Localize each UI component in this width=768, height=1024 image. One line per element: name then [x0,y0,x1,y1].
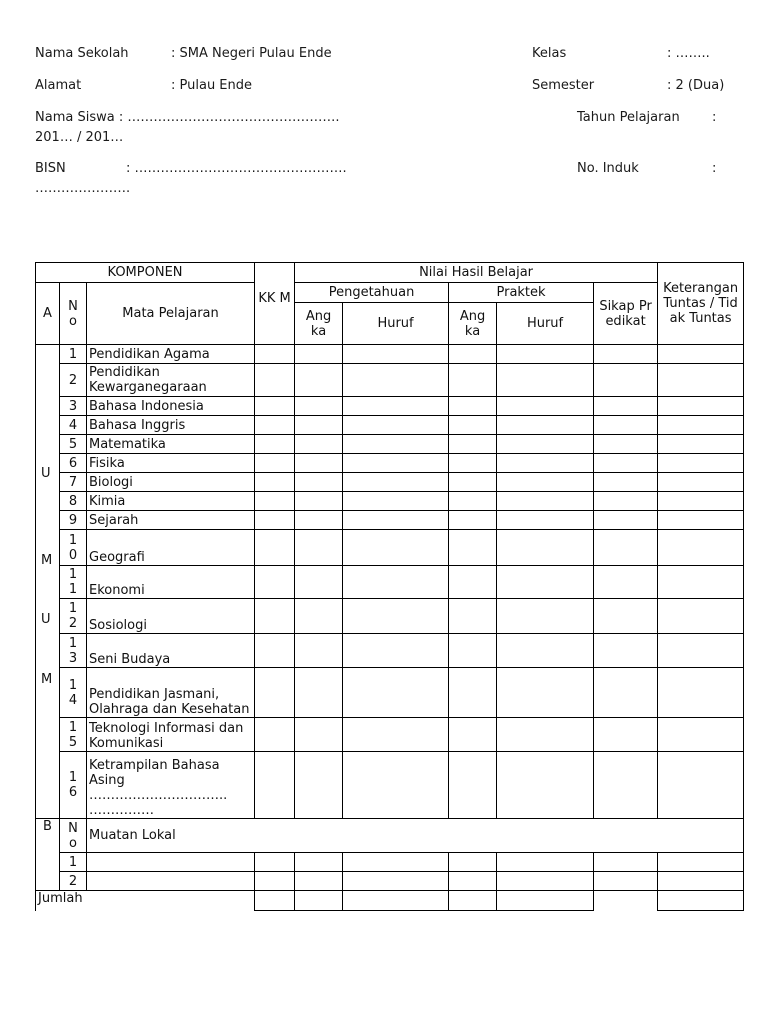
group-umum-letter: M [41,553,53,568]
grade-cell[interactable] [343,397,449,416]
grade-cell[interactable] [295,566,343,599]
grade-cell[interactable] [255,492,295,511]
grade-cell[interactable] [343,454,449,473]
table-row [36,634,744,668]
grade-cell[interactable] [497,566,594,599]
table-row [36,599,744,634]
group-a-cell [36,435,60,454]
table-row [36,511,744,530]
grade-cell[interactable] [658,397,744,416]
bisn-value: : …………………………………………. [126,161,347,176]
tahun-pelajaran-colon: : [712,110,717,125]
subject-name: Ekonomi [87,566,255,599]
grade-cell[interactable] [449,364,497,397]
grade-cell[interactable] [497,530,594,566]
grade-cell[interactable] [255,435,295,454]
grade-cell[interactable] [343,752,449,819]
grade-cell[interactable] [658,599,744,634]
grade-cell[interactable] [594,530,658,566]
subject-no: 11 [60,566,87,599]
grade-cell[interactable] [658,718,744,752]
subject-name: Pendidikan Jasmani, Olahraga dan Kesehatan [87,668,255,718]
grade-cell[interactable] [255,530,295,566]
grade-cell[interactable] [255,364,295,397]
muatan-lokal-no-header: N o [60,819,87,853]
column-no-header: N o [60,283,87,345]
grade-cell[interactable] [449,530,497,566]
grade-cell[interactable] [497,473,594,492]
grade-cell[interactable] [658,530,744,566]
grade-cell[interactable] [295,397,343,416]
grade-cell[interactable] [658,454,744,473]
subject-name: Sosiologi [87,599,255,634]
group-a-cell [36,364,60,397]
pengetahuan-header: Pengetahuan [295,283,449,303]
table-row [36,473,744,492]
grade-cell[interactable] [343,634,449,668]
grade-cell[interactable] [594,634,658,668]
praktek-angka-header: Ang ka [449,303,497,345]
grade-cell[interactable] [343,530,449,566]
grade-cell[interactable] [449,416,497,435]
grade-cell[interactable] [295,454,343,473]
grade-cell[interactable] [343,566,449,599]
group-a-cell [36,718,60,752]
table-row [36,345,744,364]
grade-cell[interactable] [594,752,658,819]
group-a-cell [36,397,60,416]
grade-cell[interactable] [658,566,744,599]
tahun-pelajaran-value: 201… / 201… [35,130,124,145]
subject-no: 7 [60,473,87,492]
table-row [36,492,744,511]
grade-cell[interactable] [658,473,744,492]
kelas-value: : …….. [667,46,710,61]
tahun-pelajaran-label: Tahun Pelajaran [577,110,680,125]
group-a-cell [36,492,60,511]
grade-cell[interactable] [658,435,744,454]
grade-cell[interactable] [594,668,658,718]
local-row-no: 2 [60,872,87,891]
grade-cell[interactable] [295,718,343,752]
semester-label: Semester [532,78,595,93]
group-umum-letter: U [41,612,51,627]
grade-cell[interactable] [449,566,497,599]
table-row [36,872,744,891]
grade-cell[interactable] [343,492,449,511]
grade-cell[interactable] [255,397,295,416]
grade-cell[interactable] [295,511,343,530]
grade-cell[interactable] [497,718,594,752]
grade-cell[interactable] [497,752,594,819]
grade-cell[interactable] [594,511,658,530]
alamat-label: Alamat [35,78,82,93]
subject-name: Teknologi Informasi dan Komunikasi [87,718,255,752]
grade-cell[interactable] [449,435,497,454]
grade-cell[interactable] [594,492,658,511]
subject-no: 6 [60,454,87,473]
subject-name: Bahasa Indonesia [87,397,255,416]
grade-cell[interactable] [255,599,295,634]
grade-cell[interactable] [497,492,594,511]
grade-cell[interactable] [343,599,449,634]
subject-no: 9 [60,511,87,530]
grade-cell[interactable] [449,511,497,530]
grade-cell[interactable] [255,345,295,364]
grade-cell[interactable] [594,416,658,435]
subject-no: 4 [60,416,87,435]
report-table [35,262,744,911]
subject-no: 13 [60,634,87,668]
grade-cell[interactable] [658,511,744,530]
grade-cell[interactable] [449,718,497,752]
grade-cell[interactable] [295,345,343,364]
grade-cell[interactable] [295,752,343,819]
nama-siswa-field: Nama Siswa : …………………………………………. [35,110,340,125]
grade-cell[interactable] [497,345,594,364]
subject-name: Geografi [87,530,255,566]
group-a-cell [36,416,60,435]
grade-cell[interactable] [295,416,343,435]
grade-cell[interactable] [497,435,594,454]
grade-cell[interactable] [295,473,343,492]
table-row [36,530,744,566]
grade-cell[interactable] [594,364,658,397]
grade-cell[interactable] [295,599,343,634]
subject-name: Fisika [87,454,255,473]
grade-cell[interactable] [343,416,449,435]
grade-cell[interactable] [658,634,744,668]
grade-cell[interactable] [295,435,343,454]
group-b-label: B [36,819,60,853]
grade-cell[interactable] [449,397,497,416]
subject-no: 2 [60,364,87,397]
grade-cell[interactable] [594,566,658,599]
grade-cell[interactable] [658,752,744,819]
grade-cell[interactable] [594,473,658,492]
group-umum-letter: U [41,466,51,481]
subject-name: Kimia [87,492,255,511]
grade-cell[interactable] [255,752,295,819]
grade-cell[interactable] [497,599,594,634]
subject-rows [36,345,744,819]
nilai-hasil-header: Nilai Hasil Belajar [295,263,658,283]
table-row [36,668,744,718]
grade-cell[interactable] [594,345,658,364]
grade-cell[interactable] [497,416,594,435]
local-row-no: 1 [60,853,87,872]
subject-name: Ketrampilan Bahasa Asing ………………………….. …………… [87,752,255,819]
group-a-cell [36,634,60,668]
grade-cell[interactable] [343,364,449,397]
grade-cell[interactable] [497,397,594,416]
grade-cell[interactable] [343,473,449,492]
grade-cell[interactable] [255,454,295,473]
table-row [36,435,744,454]
grade-cell[interactable] [255,566,295,599]
grade-cell[interactable] [658,492,744,511]
grade-cell[interactable] [497,634,594,668]
muatan-lokal-section [36,819,744,911]
no-induk-label: No. Induk [577,161,639,176]
table-row [36,718,744,752]
grade-cell[interactable] [255,416,295,435]
kkm-header: KK M [255,263,295,345]
grade-cell[interactable] [658,668,744,718]
grade-cell[interactable] [497,668,594,718]
subject-no: 1 [60,345,87,364]
group-a-cell [36,752,60,819]
column-a-header: A [36,283,60,345]
grade-cell[interactable] [449,599,497,634]
grade-cell[interactable] [449,345,497,364]
alamat-value: : Pulau Ende [171,78,253,93]
table-row [36,752,744,819]
grade-cell[interactable] [295,530,343,566]
grade-cell[interactable] [449,752,497,819]
subject-name: Sejarah [87,511,255,530]
subject-no: 10 [60,530,87,566]
table-row [36,416,744,435]
grade-cell[interactable] [295,492,343,511]
komponen-header: KOMPONEN [36,263,255,283]
grade-cell[interactable] [594,718,658,752]
no-induk-value: …………………. [35,181,131,196]
table-row [36,454,744,473]
grade-cell[interactable] [343,718,449,752]
grade-cell[interactable] [594,599,658,634]
grade-cell[interactable] [295,364,343,397]
nama-sekolah-value: : SMA Negeri Pulau Ende [171,46,332,61]
muatan-lokal-title: Muatan Lokal [87,819,744,853]
grade-cell[interactable] [594,435,658,454]
subject-name: Matematika [87,435,255,454]
pengetahuan-angka-header: Ang ka [295,303,343,345]
subject-no: 5 [60,435,87,454]
bisn-label: BISN [35,161,66,176]
grade-cell[interactable] [343,511,449,530]
grade-cell[interactable] [343,345,449,364]
praktek-header: Praktek [449,283,594,303]
jumlah-label: Jumlah [36,891,255,911]
group-a-cell [36,345,60,364]
pengetahuan-huruf-header: Huruf [343,303,449,345]
subject-name: Bahasa Inggris [87,416,255,435]
group-a-cell [36,511,60,530]
subject-no: 8 [60,492,87,511]
subject-name: Pendidikan Agama [87,345,255,364]
group-umum-letter: M [41,672,53,687]
grade-cell[interactable] [255,511,295,530]
grade-cell[interactable] [658,345,744,364]
kelas-label: Kelas [532,46,567,61]
grade-cell[interactable] [658,416,744,435]
subject-name: Biologi [87,473,255,492]
table-row [36,566,744,599]
nama-sekolah-label: Nama Sekolah [35,46,129,61]
subject-no: 3 [60,397,87,416]
subject-no: 15 [60,718,87,752]
grade-cell[interactable] [449,634,497,668]
subject-name: Seni Budaya [87,634,255,668]
mata-pelajaran-header: Mata Pelajaran [87,283,255,345]
group-a-cell [36,566,60,599]
subject-no: 14 [60,668,87,718]
grade-cell[interactable] [295,634,343,668]
grade-cell[interactable] [658,364,744,397]
grade-cell[interactable] [449,454,497,473]
grade-cell[interactable] [497,364,594,397]
grade-cell[interactable] [594,454,658,473]
grade-cell[interactable] [255,668,295,718]
table-row [36,853,744,872]
grade-cell[interactable] [255,634,295,668]
grade-cell[interactable] [343,435,449,454]
praktek-huruf-header: Huruf [497,303,594,345]
semester-value: : 2 (Dua) [667,78,725,93]
subject-no: 12 [60,599,87,634]
grade-cell[interactable] [449,492,497,511]
subject-no: 16 [60,752,87,819]
grade-cell[interactable] [295,668,343,718]
grade-cell[interactable] [497,454,594,473]
grade-cell[interactable] [343,668,449,718]
grade-cell[interactable] [255,718,295,752]
table-row [36,364,744,397]
grade-cell[interactable] [449,473,497,492]
grade-cell[interactable] [449,668,497,718]
sikap-predikat-header: Sikap Predikat [594,283,658,345]
subject-name: Pendidikan Kewarganegaraan [87,364,255,397]
grade-cell[interactable] [594,397,658,416]
table-row [36,397,744,416]
no-induk-colon: : [712,161,717,176]
keterangan-header: Keterangan Tuntas / Tidak Tuntas [658,263,744,345]
grade-cell[interactable] [255,473,295,492]
grade-cell[interactable] [497,511,594,530]
